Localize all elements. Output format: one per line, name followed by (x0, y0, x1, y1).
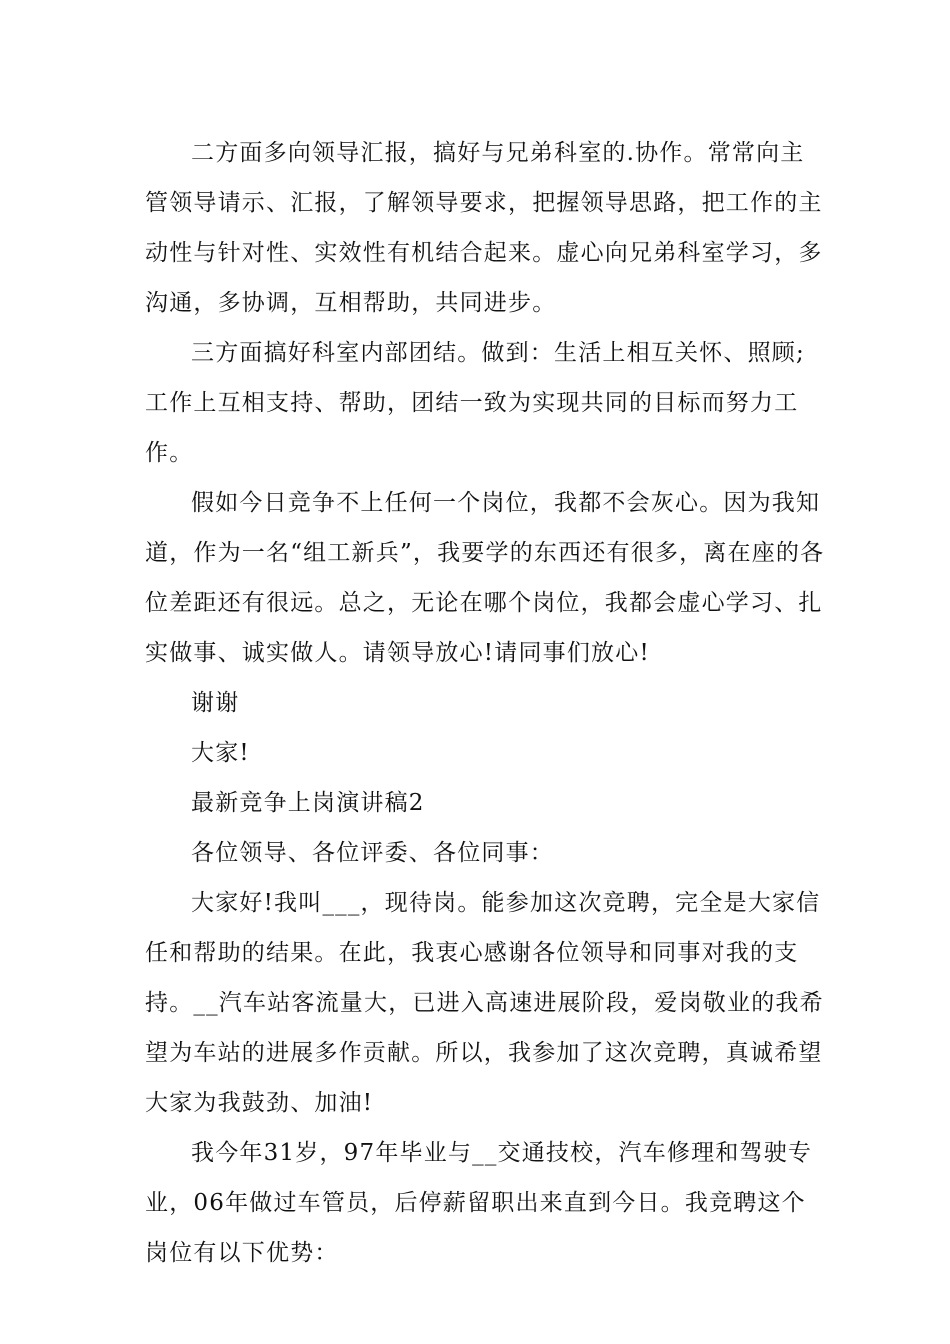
paragraph-background: 我今年31岁，97年毕业与__交通技校，汽车修理和驾驶专业，06年做过车管员，后停薪留职出来直到今日。我竞聘这个岗位有以下优势： (145, 1140, 813, 1266)
paragraph-everyone: 大家! (191, 740, 250, 766)
paragraph-coordination: 二方面多向领导汇报，搞好与兄弟科室的.协作。常常向主管领导请示、汇报，了解领导要求，把握领导思路，把工作的主动性与针对性、实效性有机结合起来。虚心向兄弟科室学习，多沟通，多协调，互相帮助，共同进步。 (145, 140, 823, 316)
document-body (145, 128, 825, 1278)
section-title: 最新竞争上岗演讲稿2 (191, 790, 425, 816)
paragraph-not-discouraged: 假如今日竞争不上任何一个岗位，我都不会灰心。因为我知道，作为一名“组工新兵”，我要学的东西还有很多，离在座的各位差距还有很远。总之，无论在哪个岗位，我都会虚心学习、扎实做事、诚实做人。请领导放心!请同事们放心! (145, 490, 825, 666)
paragraph-introduction: 大家好!我叫___，现待岗。能参加这次竞聘，完全是大家信任和帮助的结果。在此，我衷心感谢各位领导和同事对我的支持。__汽车站客流量大，已进入高速进展阶段，爱岗敬业的我希望为车站的进展多作贡献。所以，我参加了这次竞聘，真诚希望大家为我鼓劲、加油! (145, 890, 824, 1116)
paragraph-thanks: 谢谢 (191, 690, 240, 716)
salutation: 各位领导、各位评委、各位同事： (191, 840, 554, 866)
paragraph-internal-unity: 三方面搞好科室内部团结。做到：生活上相互关怀、照顾;工作上互相支持、帮助，团结一致为实现共同的目标而努力工作。 (145, 340, 805, 466)
